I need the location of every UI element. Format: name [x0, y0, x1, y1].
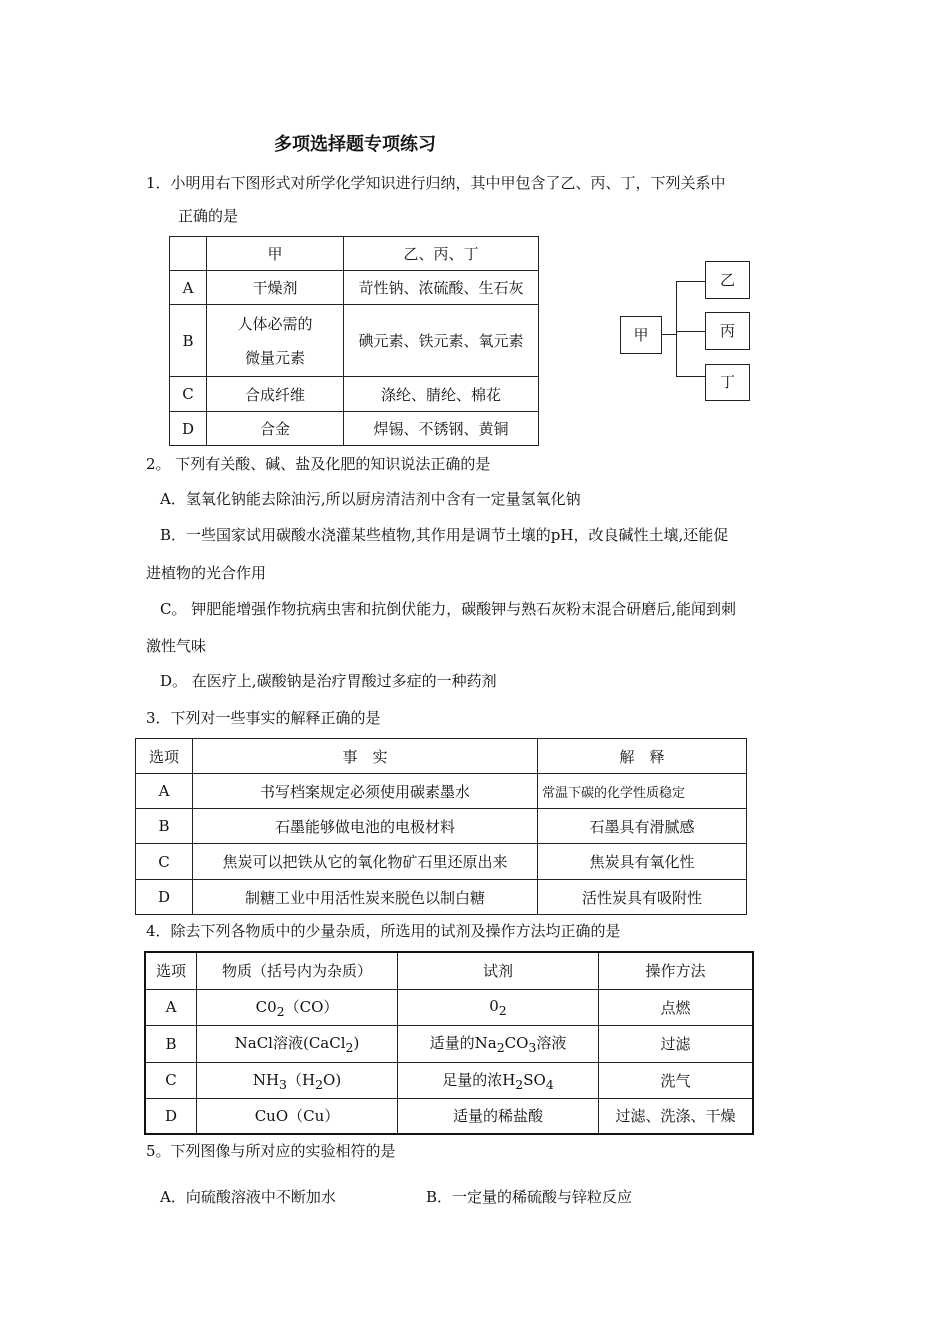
q3-stem: 3．下列对一些事实的解释正确的是	[146, 709, 381, 727]
q1-items: 焊锡、不锈钢、黄铜	[344, 412, 539, 446]
page-title: 多项选择题专项练习	[274, 134, 436, 155]
q3-expl: 活性炭具有吸附性	[538, 880, 747, 915]
q3-opt: B	[136, 809, 193, 844]
q4-table	[144, 951, 754, 1135]
q4-header-substance: 物质（括号内为杂质）	[197, 952, 398, 989]
diagram-connector	[676, 331, 705, 332]
q1-opt: A	[170, 271, 207, 305]
table-row	[136, 880, 747, 915]
q4-substance: NaCl溶液(CaCl$_2$)	[197, 1025, 398, 1062]
q4-substance: $NH_3(H_2O)$	[197, 1062, 398, 1098]
q3-header-explanation: 解 释	[538, 739, 747, 774]
table-row	[170, 305, 539, 377]
q1-header-blank	[170, 237, 207, 271]
q1-opt: D	[170, 412, 207, 446]
diagram-child-box: 乙	[705, 261, 750, 299]
table-row	[145, 989, 753, 1025]
q2-option-a: A．氢氧化钠能去除油污,所以厨房清洁剂中含有一定量氢氧化钠	[160, 490, 581, 508]
q4-reagent: 足量的浓$H_2SO_4$	[398, 1062, 599, 1098]
q1-opt: C	[170, 377, 207, 412]
q4-header-row	[145, 952, 753, 989]
q3-fact: 焦炭可以把铁从它的氧化物矿石里还原出来	[193, 844, 538, 880]
q1-header-items: 乙、丙、丁	[344, 237, 539, 271]
q1-stem-line2: 正确的是	[178, 207, 239, 225]
q4-substance: $C0_2(CO)$	[197, 989, 398, 1025]
q1-items: 涤纶、腈纶、棉花	[344, 377, 539, 412]
q1-header-row	[170, 237, 539, 271]
table-row	[145, 1098, 753, 1134]
q3-expl: 焦炭具有氧化性	[538, 844, 747, 880]
q4-operation: 点燃	[599, 989, 754, 1025]
q5-stem: 5。下列图像与所对应的实验相符的是	[146, 1142, 396, 1160]
q4-opt: B	[145, 1025, 197, 1062]
table-row	[170, 412, 539, 446]
q4-operation: 过滤、洗涤、干燥	[599, 1098, 754, 1134]
q4-reagent: 适量的稀盐酸	[398, 1098, 599, 1134]
q1-opt: B	[170, 305, 207, 377]
q1-jia	[207, 305, 344, 377]
q1-items: 苛性钠、浓硫酸、生石灰	[344, 271, 539, 305]
q3-expl: 常温下碳的化学性质稳定	[538, 774, 747, 809]
q4-header-reagent: 试剂	[398, 952, 599, 989]
table-row	[145, 1025, 753, 1062]
table-row	[145, 1062, 753, 1098]
q5-option-a: A．向硫酸溶液中不断加水	[160, 1188, 336, 1206]
q4-operation: 洗气	[599, 1062, 754, 1098]
diagram-child-box: 丙	[705, 312, 750, 350]
q1-jia: 干燥剂	[207, 271, 344, 305]
q2-option-d: D。 在医疗上,碳酸钠是治疗胃酸过多症的一种药剂	[160, 672, 497, 690]
q2-option-b-line1: B．一些国家试用碳酸水浇灌某些植物,其作用是调节土壤的pH，改良碱性土壤,还能促	[160, 526, 729, 544]
q4-operation: 过滤	[599, 1025, 754, 1062]
q4-reagent: 适量的$Na_2CO_3$溶液	[398, 1025, 599, 1062]
q1-jia-line2: 微量元素	[244, 348, 305, 367]
table-row	[136, 774, 747, 809]
q4-reagent: $0_2$	[398, 989, 599, 1025]
diagram-connector	[676, 281, 705, 282]
q1-jia: 合金	[207, 412, 344, 446]
q3-fact: 书写档案规定必须使用碳素墨水	[193, 774, 538, 809]
q3-opt: D	[136, 880, 193, 915]
q4-header-option: 选项	[145, 952, 197, 989]
q2-option-b-line2: 进植物的光合作用	[146, 564, 267, 582]
q1-header-jia: 甲	[207, 237, 344, 271]
q4-opt: C	[145, 1062, 197, 1098]
q3-opt: C	[136, 844, 193, 880]
q1-jia-line1: 人体必需的	[237, 314, 313, 333]
q3-header-row	[136, 739, 747, 774]
q3-fact: 石墨能够做电池的电极材料	[193, 809, 538, 844]
q4-opt: D	[145, 1098, 197, 1134]
diagram-connector	[662, 334, 676, 335]
q4-header-operation: 操作方法	[599, 952, 754, 989]
diagram-root-box: 甲	[620, 316, 662, 354]
q3-expl: 石墨具有滑腻感	[538, 809, 747, 844]
diagram-connector	[676, 281, 677, 376]
q3-fact: 制糖工业中用活性炭来脱色以制白糖	[193, 880, 538, 915]
q3-table	[135, 738, 747, 915]
table-row	[170, 377, 539, 412]
q4-substance: CuO（Cu）	[197, 1098, 398, 1134]
q2-option-c-line1: C。 钾肥能增强作物抗病虫害和抗倒伏能力，碳酸钾与熟石灰粉末混合研磨后,能闻到刺	[160, 600, 737, 618]
table-row	[136, 844, 747, 880]
q1-table	[169, 236, 539, 446]
table-row	[136, 809, 747, 844]
q3-opt: A	[136, 774, 193, 809]
q4-stem: 4．除去下列各物质中的少量杂质，所选用的试剂及操作方法均正确的是	[146, 922, 621, 940]
q2-option-c-line2: 激性气味	[146, 637, 207, 655]
q4-opt: A	[145, 989, 197, 1025]
q3-header-fact: 事 实	[193, 739, 538, 774]
q1-jia: 合成纤维	[207, 377, 344, 412]
q1-stem-line1: 1．小明用右下图形式对所学化学知识进行归纳，其中甲包含了乙、丙、丁，下列关系中	[146, 174, 726, 192]
q2-stem: 2。 下列有关酸、碱、盐及化肥的知识说法正确的是	[146, 455, 491, 473]
table-row	[170, 271, 539, 305]
diagram-connector	[676, 376, 705, 377]
diagram-child-box: 丁	[705, 364, 750, 401]
q5-option-b: B．一定量的稀硫酸与锌粒反应	[426, 1188, 633, 1206]
q3-header-option: 选项	[136, 739, 193, 774]
q1-items: 碘元素、铁元素、氧元素	[344, 305, 539, 377]
